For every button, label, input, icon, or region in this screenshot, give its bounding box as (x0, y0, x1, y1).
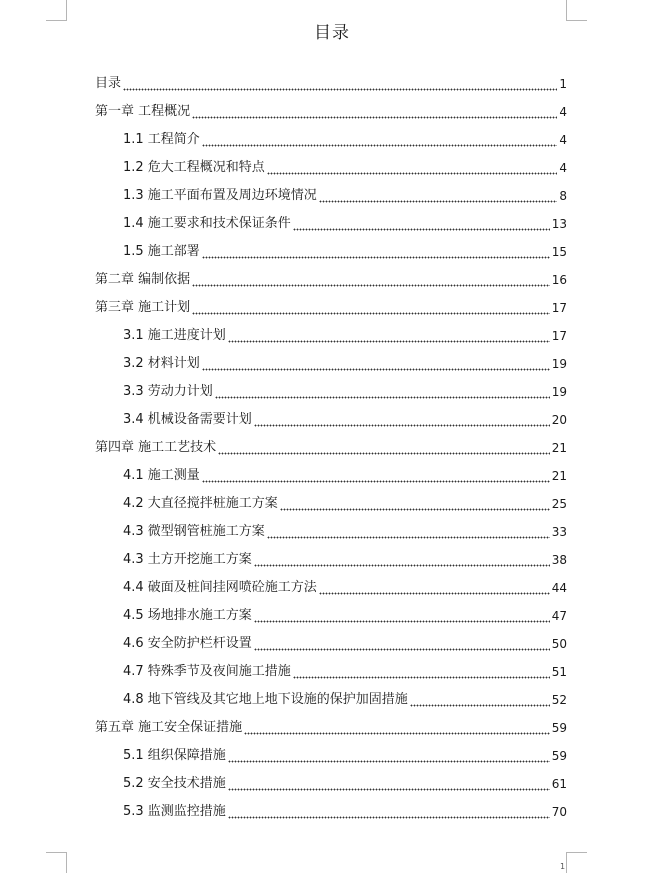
toc-entry-label: 4.3 微型钢管桩施工方案 (123, 524, 265, 539)
toc-entry-page: 8 (559, 189, 567, 203)
toc-entry-page: 44 (551, 581, 567, 595)
toc-entry[interactable] (95, 546, 567, 574)
toc-entry-page: 19 (551, 357, 567, 371)
toc-leader-dots (192, 110, 557, 119)
toc-leader-dots (218, 446, 550, 455)
toc-leader-dots (123, 82, 557, 91)
toc-entry-page: 1 (559, 77, 567, 91)
toc-entry-page: 16 (551, 273, 567, 287)
toc-entry-page: 33 (551, 525, 567, 539)
toc-leader-dots (293, 222, 550, 231)
toc-leader-dots (293, 670, 550, 679)
toc-entry[interactable] (95, 770, 567, 798)
toc-entry[interactable] (95, 154, 567, 182)
toc-leader-dots (228, 334, 550, 343)
toc-entry-label: 5.3 监测监控措施 (123, 804, 226, 819)
toc-entry-label: 4.5 场地排水施工方案 (123, 608, 252, 623)
toc-entry-page: 15 (551, 245, 567, 259)
toc-entry-page: 59 (551, 721, 567, 735)
toc-leader-dots (228, 782, 550, 791)
toc-entry-label: 1.2 危大工程概况和特点 (123, 160, 265, 175)
toc-leader-dots (267, 166, 558, 175)
toc-leader-dots (280, 502, 550, 511)
toc-entry[interactable] (95, 686, 567, 714)
toc-entry-label: 3.4 机械设备需要计划 (123, 412, 252, 427)
toc-entry[interactable] (95, 98, 567, 126)
toc-entry-label: 第五章 施工安全保证措施 (95, 720, 243, 735)
toc-leader-dots (228, 810, 550, 819)
toc-entry-page: 25 (551, 497, 567, 511)
toc-entry[interactable] (95, 238, 567, 266)
toc-entry-page: 17 (551, 329, 567, 343)
toc-entry[interactable] (95, 406, 567, 434)
toc-entry[interactable] (95, 518, 567, 546)
toc-entry-page: 20 (551, 413, 567, 427)
toc-leader-dots (202, 250, 550, 259)
toc-leader-dots (254, 558, 550, 567)
toc-entry-page: 4 (559, 161, 567, 175)
toc-leader-dots (215, 390, 550, 399)
toc-entry-page: 70 (551, 805, 567, 819)
toc-entry-page: 47 (551, 609, 567, 623)
toc-entry-label: 4.8 地下管线及其它地上地下设施的保护加固措施 (123, 692, 408, 707)
toc-entry-label: 4.1 施工测量 (123, 468, 200, 483)
toc-entry[interactable] (95, 126, 567, 154)
toc-entry-page: 38 (551, 553, 567, 567)
toc-entry[interactable] (95, 658, 567, 686)
page-title: 目录 (314, 23, 350, 43)
toc-entry[interactable] (95, 434, 567, 462)
toc-entry[interactable] (95, 210, 567, 238)
toc-entry-page: 59 (551, 749, 567, 763)
toc-leader-dots (267, 530, 550, 539)
toc-entry[interactable] (95, 322, 567, 350)
toc-entry-label: 1.4 施工要求和技术保证条件 (123, 216, 291, 231)
toc-entry[interactable] (95, 630, 567, 658)
toc-entry[interactable] (95, 294, 567, 322)
toc-entry-label: 3.3 劳动力计划 (123, 384, 213, 399)
toc-leader-dots (228, 754, 550, 763)
toc-entry-page: 4 (559, 105, 567, 119)
toc-entry-label: 1.3 施工平面布置及周边环境情况 (123, 188, 317, 203)
toc-entry-page: 4 (559, 133, 567, 147)
toc-entry[interactable] (95, 462, 567, 490)
toc-entry[interactable] (95, 266, 567, 294)
toc-entry[interactable] (95, 70, 567, 98)
page-number: 1 (560, 862, 566, 871)
toc-leader-dots (202, 362, 550, 371)
toc-entry[interactable] (95, 742, 567, 770)
toc-entry-page: 19 (551, 385, 567, 399)
toc-entry[interactable] (95, 798, 567, 826)
toc-entry-label: 4.2 大直径搅拌桩施工方案 (123, 496, 278, 511)
toc-leader-dots (254, 418, 550, 427)
toc-entry[interactable] (95, 714, 567, 742)
toc-leader-dots (254, 614, 550, 623)
toc-entry[interactable] (95, 574, 567, 602)
toc-entry-label: 1.5 施工部署 (123, 244, 200, 259)
toc-entry-page: 52 (551, 693, 567, 707)
toc-leader-dots (319, 194, 558, 203)
toc-leader-dots (410, 698, 550, 707)
toc-leader-dots (319, 586, 550, 595)
toc-leader-dots (244, 726, 550, 735)
toc-entry-page: 21 (551, 469, 567, 483)
table-of-contents (95, 70, 567, 826)
margin-mark-bottom-right (566, 852, 587, 873)
toc-entry-label: 1.1 工程简介 (123, 132, 200, 147)
toc-entry-page: 50 (551, 637, 567, 651)
toc-entry[interactable] (95, 350, 567, 378)
toc-leader-dots (202, 138, 558, 147)
toc-entry[interactable] (95, 602, 567, 630)
toc-entry-page: 17 (551, 301, 567, 315)
toc-entry-label: 3.2 材料计划 (123, 356, 200, 371)
toc-entry[interactable] (95, 490, 567, 518)
toc-entry-label: 第三章 施工计划 (95, 300, 191, 315)
toc-entry[interactable] (95, 182, 567, 210)
toc-leader-dots (192, 306, 550, 315)
toc-entry-label: 目录 (95, 76, 122, 91)
toc-entry-label: 4.4 破面及桩间挂网喷砼施工方法 (123, 580, 317, 595)
toc-entry-label: 4.7 特殊季节及夜间施工措施 (123, 664, 291, 679)
toc-entry-page: 21 (551, 441, 567, 455)
toc-entry[interactable] (95, 378, 567, 406)
toc-entry-label: 3.1 施工进度计划 (123, 328, 226, 343)
margin-mark-bottom-left (46, 852, 67, 873)
toc-entry-page: 13 (551, 217, 567, 231)
toc-entry-label: 第二章 编制依据 (95, 272, 191, 287)
toc-entry-label: 4.6 安全防护栏杆设置 (123, 636, 252, 651)
toc-leader-dots (202, 474, 550, 483)
toc-leader-dots (254, 642, 550, 651)
toc-entry-label: 5.1 组织保障措施 (123, 748, 226, 763)
toc-entry-label: 4.3 土方开挖施工方案 (123, 552, 252, 567)
toc-entry-label: 5.2 安全技术措施 (123, 776, 226, 791)
toc-entry-label: 第四章 施工工艺技术 (95, 440, 217, 455)
toc-entry-label: 第一章 工程概况 (95, 104, 191, 119)
toc-leader-dots (192, 278, 550, 287)
toc-entry-page: 51 (551, 665, 567, 679)
toc-entry-page: 61 (551, 777, 567, 791)
